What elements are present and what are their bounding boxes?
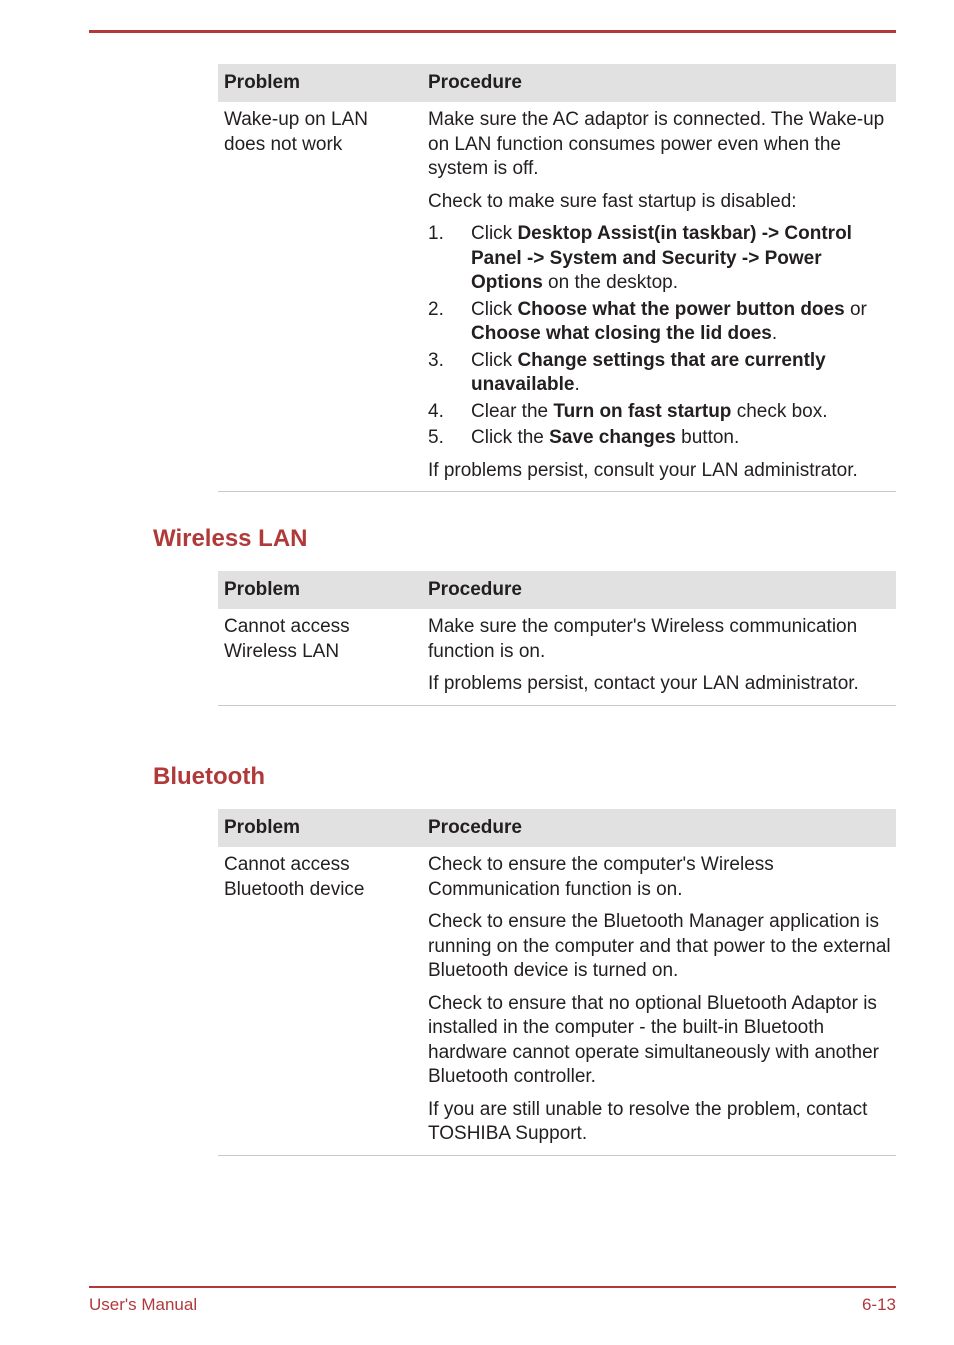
page-number: 6-13: [861, 1295, 896, 1314]
bluetooth-heading: Bluetooth: [153, 763, 265, 790]
step-text: Click Desktop Assist(in taskbar) -> Control Panel -> System and Security -> Power Options on the desktop.: [471, 223, 852, 293]
procedure-cell: [422, 615, 896, 697]
table-row: [218, 102, 896, 491]
problem-header: Problem: [224, 71, 301, 93]
top-rule: [89, 30, 896, 33]
lan-table: [218, 64, 896, 492]
footer-title: User's Manual: [89, 1295, 198, 1314]
step-number: 1.: [428, 223, 444, 244]
table-header: [218, 809, 896, 847]
table-row: [218, 609, 896, 705]
problem-header: Problem: [224, 578, 301, 600]
wireless-lan-heading: Wireless LAN: [153, 525, 308, 552]
step-number: 5.: [428, 427, 444, 448]
procedure-paragraph: Make sure the computer's Wireless communication function is on.: [428, 616, 858, 662]
step-number: 2.: [428, 298, 444, 320]
procedure-paragraph: Check to make sure fast startup is disabled:: [428, 190, 797, 212]
bottom-rule: [89, 1286, 896, 1288]
bluetooth-table: [218, 809, 896, 1156]
procedure-header: Procedure: [428, 816, 522, 838]
step-text: Clear the Turn on fast startup check box.: [471, 400, 828, 422]
procedure-paragraph: Check to ensure the computer's Wireless Communication function is on.: [428, 854, 774, 900]
procedure-paragraph: If you are still unable to resolve the problem, contact TOSHIBA Support.: [428, 1098, 868, 1144]
steps-list: [428, 222, 892, 451]
problem-header: Problem: [224, 816, 301, 838]
step-text: Click Change settings that are currently unavailable.: [471, 349, 826, 395]
procedure-paragraph: If problems persist, consult your LAN administrator.: [428, 459, 858, 481]
procedure-paragraph: Check to ensure the Bluetooth Manager application is running on the computer and that power to the external Bluetooth device is turned on.: [428, 911, 891, 981]
wireless-lan-table: [218, 571, 896, 706]
table-row: [218, 847, 896, 1155]
procedure-paragraph: Check to ensure that no optional Bluetooth Adaptor is installed in the computer - the built-in Bluetooth hardware cannot operate simultaneously with another Bluetooth controller.: [428, 992, 879, 1087]
procedure-header: Procedure: [428, 71, 522, 93]
list-item: [428, 298, 892, 347]
table-header: [218, 64, 896, 102]
list-item: [428, 426, 892, 451]
step-number: 3.: [428, 349, 444, 371]
procedure-cell: [422, 853, 896, 1147]
procedure-header: Procedure: [428, 578, 522, 600]
procedure-paragraph: If problems persist, contact your LAN administrator.: [428, 673, 859, 694]
problem-cell: Cannot access Bluetooth device: [224, 854, 365, 900]
step-number: 4.: [428, 400, 444, 422]
problem-cell: Cannot access Wireless LAN: [224, 616, 350, 662]
problem-cell: Wake-up on LAN does not work: [224, 109, 368, 155]
table-header: [218, 571, 896, 609]
procedure-paragraph: Make sure the AC adaptor is connected. The Wake-up on LAN function consumes power even when the system is off.: [428, 109, 885, 179]
step-text: Click Choose what the power button does or Choose what closing the lid does.: [471, 298, 867, 344]
procedure-cell: [422, 108, 896, 483]
list-item: [428, 400, 892, 425]
list-item: [428, 222, 892, 296]
list-item: [428, 349, 892, 398]
step-text: Click the Save changes button.: [471, 427, 740, 448]
